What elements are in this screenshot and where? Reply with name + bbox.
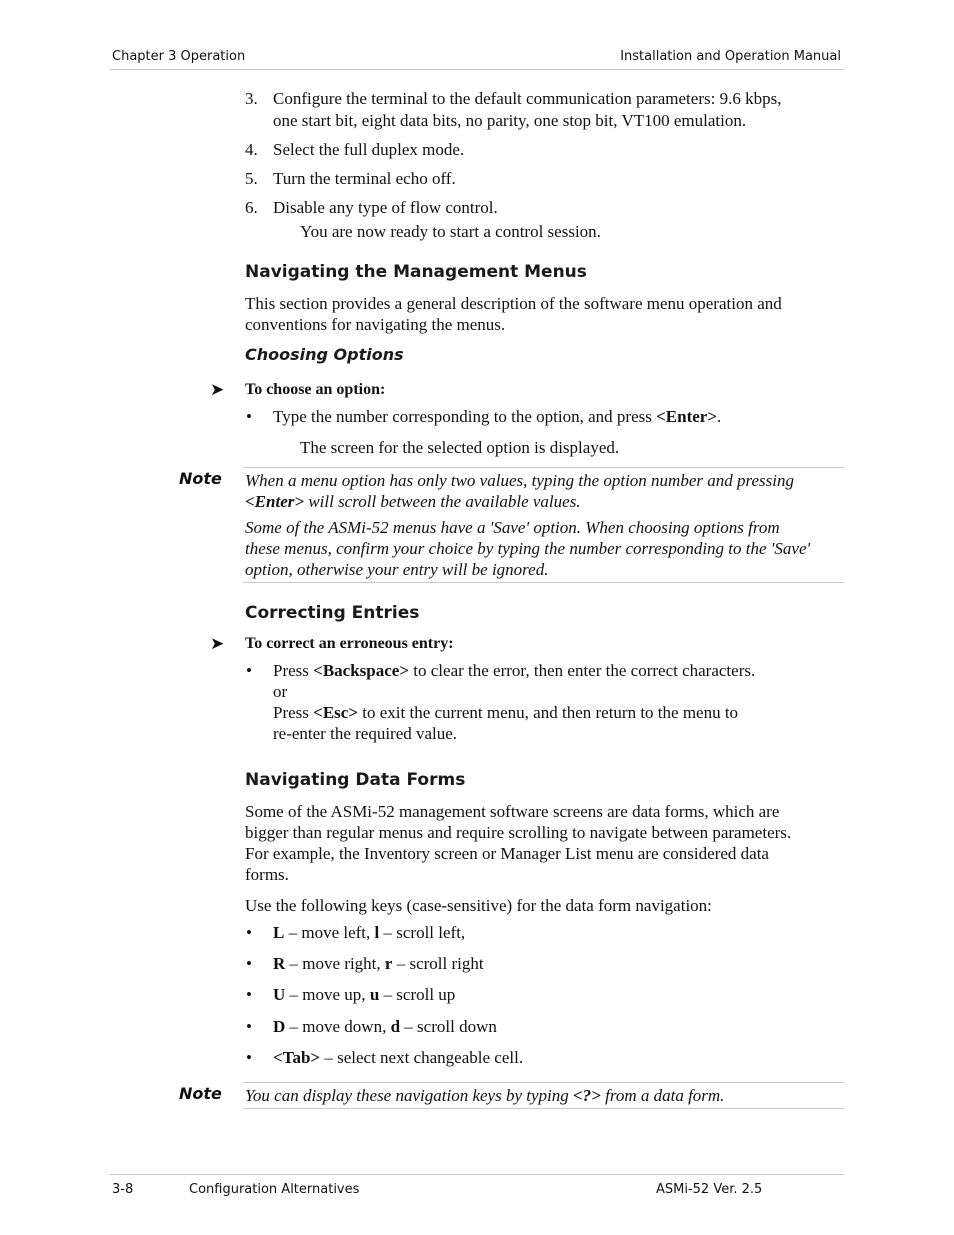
paragraph-line: This section provides a general description of the software menu operation and: [245, 294, 782, 313]
bullet-icon: •: [246, 661, 252, 680]
key-desc: – select next changeable cell.: [320, 1048, 524, 1067]
keys-intro: Use the following keys (case-sensitive) for the data form navigation:: [245, 896, 712, 915]
step-text: Select the full duplex mode.: [273, 140, 465, 159]
section-title-data-forms: Navigating Data Forms: [245, 770, 466, 790]
result-text: The screen for the selected option is displayed.: [300, 438, 620, 457]
list-item-text: .: [717, 407, 722, 426]
or-text: or: [273, 682, 288, 701]
key-desc: – move up,: [285, 985, 370, 1004]
key-esc: <Esc>: [313, 703, 359, 722]
key-name: d: [390, 1017, 401, 1036]
paragraph-line: bigger than regular menus and require scrolling to navigate between parameters.: [245, 823, 792, 842]
key-desc: – scroll right: [392, 954, 484, 973]
key-name: L: [273, 923, 285, 942]
key-name: D: [273, 1017, 286, 1036]
list-item-text: to exit the current menu, and then return to the menu to: [358, 703, 739, 722]
list-item-text: Type the number corresponding to the option, and press: [273, 407, 657, 426]
bullet-icon: •: [246, 954, 252, 973]
step-number: 6.: [245, 198, 258, 217]
list-item-text: to clear the error, then enter the correct characters.: [409, 661, 756, 680]
note-label: Note: [179, 469, 222, 488]
data-forms-paragraph: [245, 801, 791, 885]
paragraph-line: For example, the Inventory screen or Manager List menu are considered data: [245, 844, 769, 863]
procedure-title-correct: To correct an erroneous entry:: [245, 635, 454, 652]
note-line: When a menu option has only two values, typing the option number and pressing: [245, 471, 794, 490]
key-enter: <Enter>: [656, 407, 718, 426]
footer-section: Configuration Alternatives: [189, 1182, 360, 1197]
key-backspace: <Backspace>: [313, 661, 410, 680]
note-line: option, otherwise your entry will be ignored.: [245, 560, 549, 579]
bullet-icon: •: [246, 1048, 252, 1067]
step-number: 5.: [245, 169, 258, 188]
footer-product: ASMi-52 Ver. 2.5: [656, 1182, 763, 1197]
procedure-title-choose: To choose an option:: [245, 381, 386, 398]
section-intro-paragraph: [245, 293, 782, 335]
note-top-rule: [243, 467, 844, 468]
footer-page-number: 3-8: [112, 1182, 134, 1197]
procedure-arrow-icon: ➤: [210, 634, 225, 654]
step-text: Disable any type of flow control.: [273, 198, 498, 217]
key-name: r: [384, 954, 393, 973]
bullet-icon: •: [246, 407, 252, 426]
key-desc: – move down,: [285, 1017, 391, 1036]
subsection-title-choosing-options: Choosing Options: [245, 345, 404, 364]
key-desc: – scroll up: [379, 985, 456, 1004]
key-desc: – move right,: [285, 954, 385, 973]
bullet-icon: •: [246, 1017, 252, 1036]
key-name: U: [273, 985, 286, 1004]
note-top-rule: [243, 1082, 844, 1083]
ready-text: You are now ready to start a control session.: [300, 222, 601, 241]
step-number: 4.: [245, 140, 258, 159]
key-desc: – move left,: [284, 923, 375, 942]
note-label: Note: [179, 1084, 222, 1103]
key-name: <Tab>: [273, 1048, 321, 1067]
footer-divider: [110, 1174, 844, 1175]
note-line: Some of the ASMi-52 menus have a 'Save' option. When choosing options from: [245, 518, 780, 537]
bullet-icon: •: [246, 985, 252, 1004]
header-manual-title: Installation and Operation Manual: [620, 49, 841, 64]
section-title-correcting-entries: Correcting Entries: [245, 603, 420, 623]
step-number: 3.: [245, 89, 258, 108]
step-text: Configure the terminal to the default communication parameters: 9.6 kbps,: [273, 89, 782, 108]
key-desc: – scroll down: [400, 1017, 497, 1036]
key-name: l: [374, 923, 380, 942]
list-item-text: Press: [273, 703, 314, 722]
key-desc: – scroll left,: [379, 923, 466, 942]
note-line: these menus, confirm your choice by typing the number corresponding to the 'Save': [245, 539, 811, 558]
header-chapter: Chapter 3 Operation: [112, 49, 246, 64]
note-line: will scroll between the available values.: [304, 492, 581, 511]
note-bottom-rule: [243, 1108, 844, 1109]
section-title-navigating-menus: Navigating the Management Menus: [245, 262, 587, 282]
header-divider: [110, 69, 844, 70]
list-item-text: Press: [273, 661, 314, 680]
step-text: one start bit, eight data bits, no parity, one stop bit, VT100 emulation.: [273, 111, 747, 130]
note-line: from a data form.: [600, 1086, 725, 1105]
key-enter: <Enter>: [245, 492, 305, 511]
bullet-icon: •: [246, 923, 252, 942]
list-item-text: re-enter the required value.: [273, 724, 458, 743]
procedure-arrow-icon: ➤: [210, 380, 225, 400]
paragraph-line: forms.: [245, 865, 289, 884]
note-bottom-rule: [243, 582, 844, 583]
paragraph-line: Some of the ASMi-52 management software screens are data forms, which are: [245, 802, 780, 821]
key-help: <?>: [572, 1086, 601, 1105]
key-name: u: [369, 985, 380, 1004]
key-name: R: [273, 954, 286, 973]
note-body: [245, 470, 810, 580]
paragraph-line: conventions for navigating the menus.: [245, 315, 506, 334]
note-line: You can display these navigation keys by typing: [245, 1086, 573, 1105]
note-body: [245, 1085, 724, 1106]
step-text: Turn the terminal echo off.: [273, 169, 456, 188]
